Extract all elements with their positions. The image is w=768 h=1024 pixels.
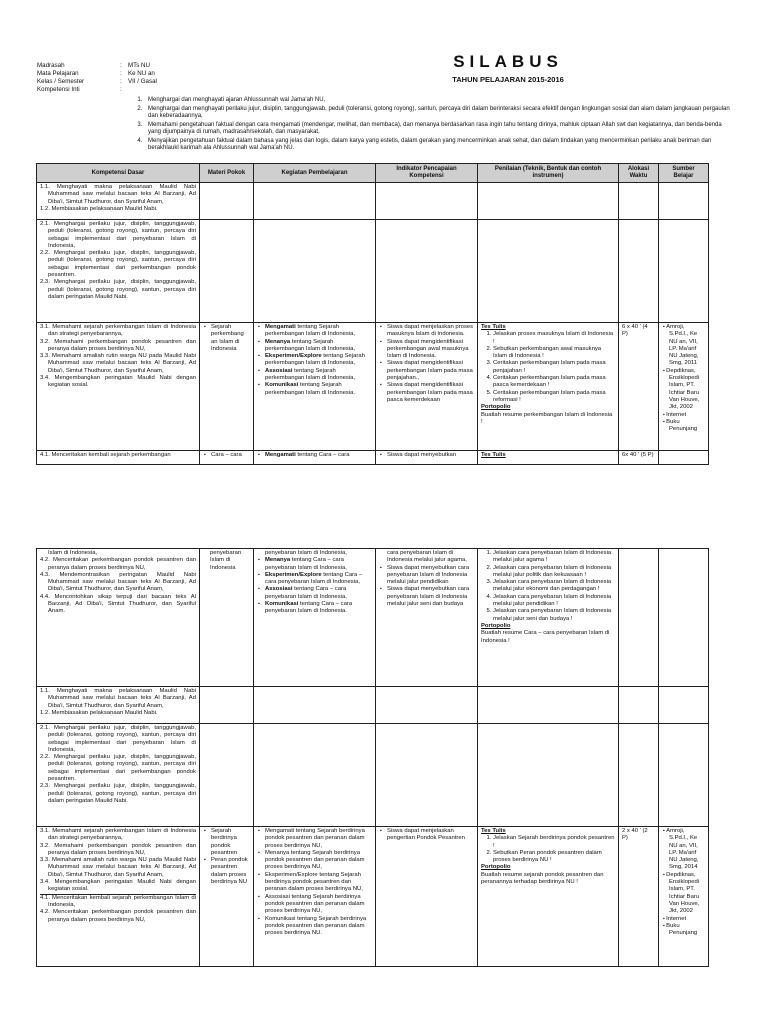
header-meta: Madrasah : MTs NU Mata Pelajaran : Ke NU an Kelas / Semester : VII / Gasal Kompetensi Inti : <box>37 62 157 93</box>
table-row <box>37 451 709 465</box>
kd-text: 3.4. Mengembangkan peringatan Maulid Nabi dengan kegiatan sosial. <box>40 375 196 389</box>
soal-item: 3. Jelaskan cara penyebaran Islam di Indonesia melalui jalur ekonomi dan perdagangan ! <box>493 579 615 594</box>
col-header-kegiatan: Kegiatan Pembelajaran <box>254 164 376 183</box>
sumber-item: ▪ Depdiknas, Ensiklopedi Islam, PT. Ichtiar Baru Van Houve, Jkt, 2002 <box>669 872 705 916</box>
soal-item: 2. Sebutkan Peran pondok pesantren dalam proses berdirinya NU ! <box>493 850 615 865</box>
kd-text: Islam di Indonesia, <box>48 550 98 556</box>
kd-text: 2.2. Menghargai perilaku jujur, disiplin, tanggungjawab, peduli (toleransi, gotong royong), santun, percaya diri sebagai implementasi dari perkembangan pondok pesantren. <box>40 754 196 783</box>
kd-text: 4.2. Menceritakan perkembangan pondok pesantren dan peranya dalam proses berdirinya NU, <box>40 909 196 923</box>
soal-item: 5. Jelaskan cara penyebaran Islam di Indonesia melalui jalur seni dan budaya ! <box>493 608 615 623</box>
kegiatan-item: ▪ Menanya tentang Sejarah perkembangan Islam di Indonesia, <box>265 339 372 354</box>
ki-item: 4. Menyajikan pengetahuan faktual dalam bahasa yang jelas dan logis, dalam karya yang estetis, dalam gerakan yang mencerminkan anak sehat, dan dalam tindakan yang mencerminkan perilaku anak beriman dan berakhlaukl karimah ala Ahlussunnah wal Jama'ah NU. <box>144 138 734 153</box>
kegiatan-item: ▪ Assosiasi tentang Sejarah berdirinya pondok pesantren dan peranan dalam proses berdirinya NU, <box>265 894 372 916</box>
kd-text: 3.2. Memahami perkembangan pondok pesantren dan peranya dalam proses berdirinya NU, <box>40 842 196 856</box>
indikator-item: ▪ Siswa dapat mengidentifikasi perkembangan Islam pada masa penjajahan., <box>387 360 474 382</box>
kegiatan-item: ▪ Mengamati tentang Sejarah perkembangan Islam di Indonesia, <box>265 324 372 339</box>
kd-text: 1.2. Membiasakan pelaksanaan Maulid Nabi. <box>40 709 158 716</box>
portofolio-text: Buatlah resume Cara – cara penyebaran Islam di Indonesia ! <box>481 630 610 644</box>
indikator-text: cara penyebaran Islam di Indonesia melalui jalur agama, <box>387 550 467 564</box>
kd-text: 4.1. Menceritakan kembali sejarah perkembangan Islam di Indonesia, <box>40 894 196 908</box>
tes-tulis-label: Tes Tulis <box>481 324 506 330</box>
kegiatan-text: penyebaran Islam di Indonesia, <box>265 550 347 556</box>
kegiatan-item: ▪ Mengamati tentang Cara – cara <box>265 452 372 459</box>
alokasi-value: 2 x 40 ' (2 P) <box>619 827 659 967</box>
ki-colon: : <box>120 86 122 93</box>
soal-item: 1. Jelaskan cara penyebaran Islam di Indonesia melalui jalur agama ! <box>493 550 615 565</box>
col-header-kd: Kompetensi Dasar <box>37 164 200 183</box>
indikator-item: ▪ Siswa dapat menyebutkan <box>387 452 474 459</box>
col-header-indikator: Indikator Pencapaian Kompetensi <box>376 164 478 183</box>
silabus-table-page1 <box>36 163 709 465</box>
kegiatan-item: ▪ Eksperimen/Explore tentang Sejarah perkembangan Islam di Indonesia, <box>265 353 372 368</box>
kegiatan-item: ▪ Assosiasi tentang Cara – cara penyebaran Islam di Indonesia, <box>265 586 372 601</box>
alokasi-value: 6 x 40 ' (4 P) <box>619 323 659 451</box>
portofolio-text: Buatlah resume sejarah pondok pesantren dan peranannya terhadap berdirinya NU ! <box>481 871 604 886</box>
page-2 <box>0 500 768 1024</box>
col-header-alokasi: Alokasi Waktu <box>619 164 659 183</box>
tes-tulis-label: Tes Tulis <box>481 452 506 458</box>
indikator-item: ▪ Siswa dapat mengidentifikasi perkembangan awal masuknya Islam di Indonesia. <box>387 339 474 361</box>
kd-text: 2.1. Menghargai perilaku jujur, disiplin, tanggungjawab, peduli (toleransi, gotong royong), santun, percaya diri sebagai implementasi dari penyebaran Islam di Indonesia, <box>40 725 196 753</box>
alokasi-value: 6x 40 ' (5 P) <box>619 451 659 465</box>
materi-item: ▪ Sejarah perkembang an Islam di Indonesia <box>211 324 250 353</box>
madrasah-value: MTs NU <box>128 62 150 69</box>
kd-text: 1.2. Membiasakan pelaksanaan Maulid Nabi. <box>40 205 158 212</box>
tes-tulis-label: Tes Tulis <box>481 828 506 834</box>
soal-item: 4. Jelaskan cara penyebaran Islam di Indonesia melalui jalur pendidikan ! <box>493 594 615 609</box>
ki-item: 1. Menghargai dan menghayati ajaran Ahlussunnah wal Jama'ah NU, <box>144 97 734 105</box>
table-row <box>37 220 709 323</box>
soal-item: 5. Ceritakan perkembangan Islam pada masa reformasi ! <box>493 390 615 405</box>
kd-text: 2.1. Menghargai perilaku jujur, disiplin, tanggungjawab, peduli (toleransi, gotong royong), santun, percaya diri sebagai implementasi dari penyebaran Islam di Indonesia, <box>40 221 196 249</box>
indikator-item: ▪ Siswa dapat mengidentifikasi perkembangan Islam pada masa pasca kemerdekaan <box>387 382 474 404</box>
table-row <box>37 687 709 724</box>
kegiatan-item: ▪ Eksperimen/Explore tentang Cara – cara penyebaran Islam di Indonesia, <box>265 572 372 587</box>
sumber-item: ▪ Buku Penunjang <box>669 419 705 434</box>
madrasah-label: Madrasah <box>37 62 65 69</box>
document-title: SILABUS <box>453 52 563 71</box>
kd-text: 4.3. Mendemontrasikan peringatan Maulid Nabi Muhammad saw melalui bacaan teks Al Barzanji, Ad Diba'i, Simtut Thudhuror, dan Syariful Anam, <box>40 571 196 593</box>
kd-text: 3.3. Memahami amaliah rutin warga NU pada Maulid Nabi Muhammad saw melalui bacaan teks Al Barzanji, Ad Diba'i, Simtut Thudhuror, dan Syariful Anam, <box>40 857 196 878</box>
kd-text: 3.2. Memahami perkembangan pondok pesantren dan peranya dalam proses berdirinya NU, <box>40 338 196 352</box>
materi-item: penyebaran Islam di Indonesia <box>200 549 254 687</box>
table-row <box>37 724 709 827</box>
kegiatan-item: ▪ Eksperimen/Explore tentang Sejarah berdirinya pondok pesantren dan peranan dalam proses berdirinya NU, <box>265 872 372 894</box>
portofolio-label: Portopolio <box>481 622 511 629</box>
kelas-value: VII / Gasal <box>128 78 157 85</box>
table-row <box>37 183 709 220</box>
kegiatan-item: ▪ Komunikasi tentang Sejarah berdirinya pondok pesantren dan peranan dalam proses berdirinya NU. <box>265 916 372 938</box>
materi-item: ▪ Sejarah berdirinya pondok pesantren <box>211 828 250 857</box>
kd-text: 1.1. Menghayati makna pelaksanaan Maulid Nabi Muhammad saw melalui bacaan teks Al Barzanji, Ad Diba'i, Simtut Thudhuror, dan Syariful Anam, <box>40 184 196 205</box>
materi-item: ▪ Cara – cara <box>211 452 250 459</box>
kd-text: 3.3. Memahami amaliah rutin warga NU pada Maulid Nabi Muhammad saw melalui bacaan teks Al Barzanji, Ad Diba'i, Simtut Thudhuror, dan Syariful Anam, <box>40 353 196 374</box>
portofolio-label: Portopolio <box>481 404 511 411</box>
ki-label: Kompetensi Inti <box>37 86 80 93</box>
soal-item: 1. Jelaskan Sejarah berdirinya pondok pesantren ! <box>493 835 615 850</box>
indikator-item: ▪ Siswa dapat menyebutkan cara penyebaran Islam di Indonesia melalui jalur pendidikan <box>387 565 474 587</box>
kd-text: 4.2. Menceritakan perkembangan pondok pesantren dan peranya dalam proses berdirinya NU, <box>40 557 196 571</box>
kd-text: 3.1. Memahami sejarah perkembangan Islam di Indonesia dan strategi penyebarannya, <box>40 828 196 842</box>
kegiatan-item: ▪ Komunikasi tentang Cara – cara penyebaran Islam di Indonesia. <box>265 601 372 616</box>
sumber-item: ▪ Buku Penunjang <box>669 923 705 938</box>
mapel-value: Ke NU an <box>128 70 155 77</box>
soal-item: 3. Ceritakan perkembangan Islam pada masa penjajahan ! <box>493 360 615 375</box>
kd-text: 2.3. Menghargai perilaku jujur, disiplin, tanggungjawab, peduli (toleransi, gotong royong), santun, percaya diri dalam peringatan Maulid Nabi. <box>40 279 196 300</box>
mapel-label: Mata Pelajaran <box>37 70 79 77</box>
materi-item: ▪ Peran pondok pesantren dalam proses berdirinya NU <box>211 857 250 886</box>
sumber-item: ▪ Amroji, S.Pd.I., Ke NU an, VII, LP. Ma'arif NU Jateng, Smg, 2011 <box>669 324 705 368</box>
table-row <box>37 549 709 687</box>
col-header-materi: Materi Pokok <box>200 164 254 183</box>
kelas-label: Kelas / Semester <box>37 78 85 85</box>
soal-item: 1. Jelaskan proses masuknya Islam di Indonesia ! <box>493 331 615 346</box>
soal-item: 2. Sebutkan perkembangan awal masuknya Islam di Indonesia ! <box>493 346 615 361</box>
kd-text: 3.1. Memahami sejarah perkembangan Islam di Indonesia dan strategi penyebarannya, <box>40 324 196 338</box>
sumber-item: ▪ Amroji, S.Pd.I., Ke NU an, VII, LP. Ma'arif NU Jateng, Smg, 2014 <box>669 828 705 872</box>
col-header-penilaian: Penilaian (Teknik, Bentuk dan contoh instrumen) <box>478 164 619 183</box>
indikator-item: ▪ Siswa dapat menjelaskan proses masuknya Islam di Indonesia. <box>387 324 474 339</box>
kd-text: 3.4. Mengembangkan peringatan Maulid Nabi dengan kegiatan sosial. <box>40 879 196 893</box>
ki-item: 3. Memahami pengetahuan faktual dengan cara mengamati (mendengar, melihat, dan membaca), dan menanya berdasarkan rasa ingin tahu tentang dirinya, mahluk ciptaan Allah swt dan kegiatannya, dan benda-benda yang dijumpainya di rumah, madrasah/sekolah, dan masyarakat, <box>144 122 734 137</box>
indikator-item: ▪ Siswa dapat menyebutkan cara penyebaran Islam di Indonesia melalui jalur seni dan budaya <box>387 586 474 608</box>
table-row <box>37 827 709 967</box>
table-row <box>37 323 709 451</box>
kegiatan-item: ▪ Mengamati tentang Sejarah berdirinya pondok pesantren dan peranan dalam proses berdirinya NU, <box>265 828 372 850</box>
kd-text: 4.4. Mencontohkan sikap terpuji dari bacaan teks Al Barzanji, Ad Diba'i, Simtut Thudhuror, dan Syariful Anam. <box>40 593 196 615</box>
portofolio-label: Portopolio <box>481 864 511 871</box>
sumber-item: ▪ Depdiknas, Ensiklopedi Islam, PT. Ichtiar Baru Van Houve, Jkt, 2002 <box>669 368 705 412</box>
kd-text: 2.2. Menghargai perilaku jujur, disiplin, tanggungjawab, peduli (toleransi, gotong royong), santun, percaya diri sebagai implementasi dari perkembangan pondok pesantren. <box>40 250 196 279</box>
document-subtitle: TAHUN PELAJARAN 2015-2016 <box>452 75 564 84</box>
sumber-item: ▪ Internet <box>669 412 705 419</box>
kompetensi-inti-list <box>122 97 734 154</box>
kegiatan-item: ▪ Menanya tentang Sejarah berdirinya pondok pesantren dan peranan dalam proses berdirinya NU, <box>265 850 372 872</box>
kegiatan-item: ▪ Menanya tentang Cara – cara penyebaran Islam di Indonesia, <box>265 557 372 572</box>
col-header-sumber: Sumber Belajar <box>659 164 709 183</box>
page-1 <box>0 0 768 500</box>
kd-text: 4.1. Menceritakan kembali sejarah perkembangan <box>40 452 171 458</box>
silabus-table-page2 <box>36 548 709 967</box>
kegiatan-item: ▪ Komunikasi tentang Sejarah perkembangan Islam di Indonesia. <box>265 382 372 397</box>
soal-item: 4. Ceritakan perkembangan Islam pada masa pasca kemerdekaan ! <box>493 375 615 390</box>
kd-text: 1.1. Menghayati makna pelaksanaan Maulid Nabi Muhammad saw melalui bacaan teks Al Barzanji, Ad Diba'i, Simtut Thudhuror, dan Syariful Anam, <box>40 688 196 709</box>
indikator-item: ▪ Siswa dapat menjelaskan pengertian Pondok Pesantren <box>387 828 474 843</box>
kd-text: 2.3. Menghargai perilaku jujur, disiplin, tanggungjawab, peduli (toleransi, gotong royong), santun, percaya diri dalam peringatan Maulid Nabi. <box>40 783 196 804</box>
kegiatan-item: ▪ Assosiasi tentang Sejarah perkembangan Islam di Indonesia, <box>265 368 372 383</box>
sumber-item: ▪ Internet <box>669 916 705 923</box>
portofolio-text: Buatlah resume perkembangan Islam di Indonesia ! <box>481 411 613 425</box>
soal-item: 2. Jelaskan cara penyebaran Islam di Indonesia melalui jalur politik dan kekuasaan ! <box>493 565 615 580</box>
ki-item: 2. Menghargai dan menghayati perilaku jujur, disiplin, tanggungjawab, peduli (toleransi, gotong royong), santun, percaya diri dalam berinteraksi secara efektif dengan lingkungan sosial dan alam dalam jangkauan pergaulan dan keberadaannya, <box>144 106 734 121</box>
